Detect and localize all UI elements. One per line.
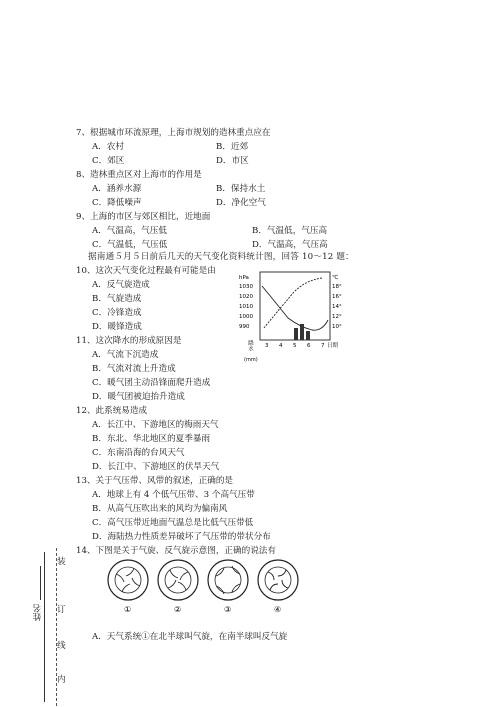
temp-tick-14: 14° [332,304,342,310]
pressure-tick-1010: 1010 [239,304,253,310]
q13-option-b: B．从高气压吹出来的风均为偏南风 [92,504,228,514]
q13-option-a: A．地球上有 4 个低气压带、3 个高气压带 [92,490,255,500]
q12-option-b: B．东北、华北地区的夏季暴雨 [92,434,211,444]
q12-option-d: D．长江中、下游地区的伏旱天气 [92,462,220,472]
pressure-tick-990: 990 [239,324,250,330]
q7-stem: 7、根据城市环流原理，上海市规划的造林重点应在 [76,128,271,138]
q13-option-c: C．高气压带近地面气温总是比低气压带低 [92,518,254,528]
q9-stem: 9、上海的市区与郊区相比，近地面 [76,212,211,222]
q8-option-c: C．降低噪声 [92,198,142,208]
circle-label-1: ① [124,605,132,614]
q8-stem: 8、造林重点区对上海市的作用是 [76,170,202,180]
q11-option-c: C．暖气团主动沿锋面爬升造成 [92,378,211,388]
q8-option-d: D．净化空气 [216,198,266,208]
precip-unit: (mm) [244,357,258,363]
pressure-tick-1020: 1020 [239,294,253,300]
q7-option-b: B．近郊 [216,142,249,152]
q10-stem: 10、这次天气变化过程最有可能是由 [76,266,216,276]
q10-option-a: A．反气旋造成 [92,280,150,290]
q13-stem: 13、关于气压带、风带的叙述，正确的是 [76,476,234,486]
x-unit-label: 日期 [327,343,339,349]
q11-option-a: A．气流下沉造成 [92,350,159,360]
precip-bar-3 [306,331,310,340]
margin-char-xian: 线 [57,638,66,652]
pressure-curve [262,286,328,330]
q13-option-d: D．海陆热力性质差异破坏了气压带的带状分布 [92,532,271,542]
precip-bar-2 [300,324,304,340]
intro-10-12: 据南通５月５日前后几天的天气变化资料统计图，回答 10～12 题： [88,252,354,262]
q12-option-a: A．长江中、下游地区的梅雨天气 [92,420,219,430]
q11-option-b: B．气流对流上升造成 [92,364,176,374]
q10-option-d: D．暖锋造成 [92,322,142,332]
q10-option-b: B．气旋造成 [92,294,142,304]
margin-char-nei: 内 [57,672,66,686]
q14-stem: 14、下图是关于气旋、反气旋示意图，正确的说法有 [76,546,276,556]
weather-change-chart [238,268,344,364]
margin-char-ding: 订 [57,602,66,616]
temp-tick-10: 10° [332,324,342,330]
circle-figure-1 [108,560,148,614]
circle-label-3: ③ [224,605,232,614]
precip-label: 降水 [247,340,253,351]
temp-tick-16: 16° [332,294,342,300]
q9-option-b: B．气温低，气压高 [252,226,328,236]
q7-option-a: A．农村 [92,142,124,152]
temp-tick-18: 18° [332,284,342,290]
cyclone-anticyclone-figures [104,556,304,614]
temp-tick-12: 12° [332,314,342,320]
q12-stem: 12、此系统易造成 [76,406,148,416]
x-tick-3: 3 [265,343,269,349]
circle-label-2: ② [174,605,182,614]
x-tick-5: 5 [293,343,297,349]
binding-bracket [44,552,53,702]
pressure-tick-1000: 1000 [239,314,253,320]
q9-option-c: C．气温低，气压低 [92,240,168,250]
q9-option-d: D．气温高，气压高 [252,240,328,250]
temperature-curve [264,278,322,328]
q10-option-c: C．冷锋造成 [92,308,142,318]
q11-stem: 11、这次降水的形成原因是 [76,336,182,346]
precip-bar-1 [294,328,298,340]
name-label: 姓名 [33,604,43,622]
q7-option-d: D．市区 [216,156,249,166]
q8-option-b: B．保持水土 [216,184,266,194]
pressure-tick-1030: 1030 [239,284,253,290]
circle-label-4: ④ [274,605,282,614]
x-tick-6: 6 [307,343,311,349]
circle-figure-4 [258,560,298,614]
x-tick-7: 7 [321,343,325,349]
q7-option-c: C．郊区 [92,156,125,166]
q11-option-d: D．暖气团被迫抬升造成 [92,392,185,402]
x-tick-4: 4 [279,343,283,349]
pressure-unit-label: hPa [239,275,249,281]
circle-figure-2 [158,560,198,614]
temp-unit-label: ℃ [332,275,339,281]
q14-option-a: A．天气系统①在北半球叫气旋，在南半球叫反气旋 [92,632,288,642]
q12-option-c: C．东南沿海的台风天气 [92,448,185,458]
q8-option-a: A．涵养水源 [92,184,142,194]
margin-char-zhuang: 装 [57,554,66,568]
circle-figure-3 [208,560,248,614]
q9-option-a: A．气温高，气压低 [92,226,167,236]
name-underline [40,566,41,600]
